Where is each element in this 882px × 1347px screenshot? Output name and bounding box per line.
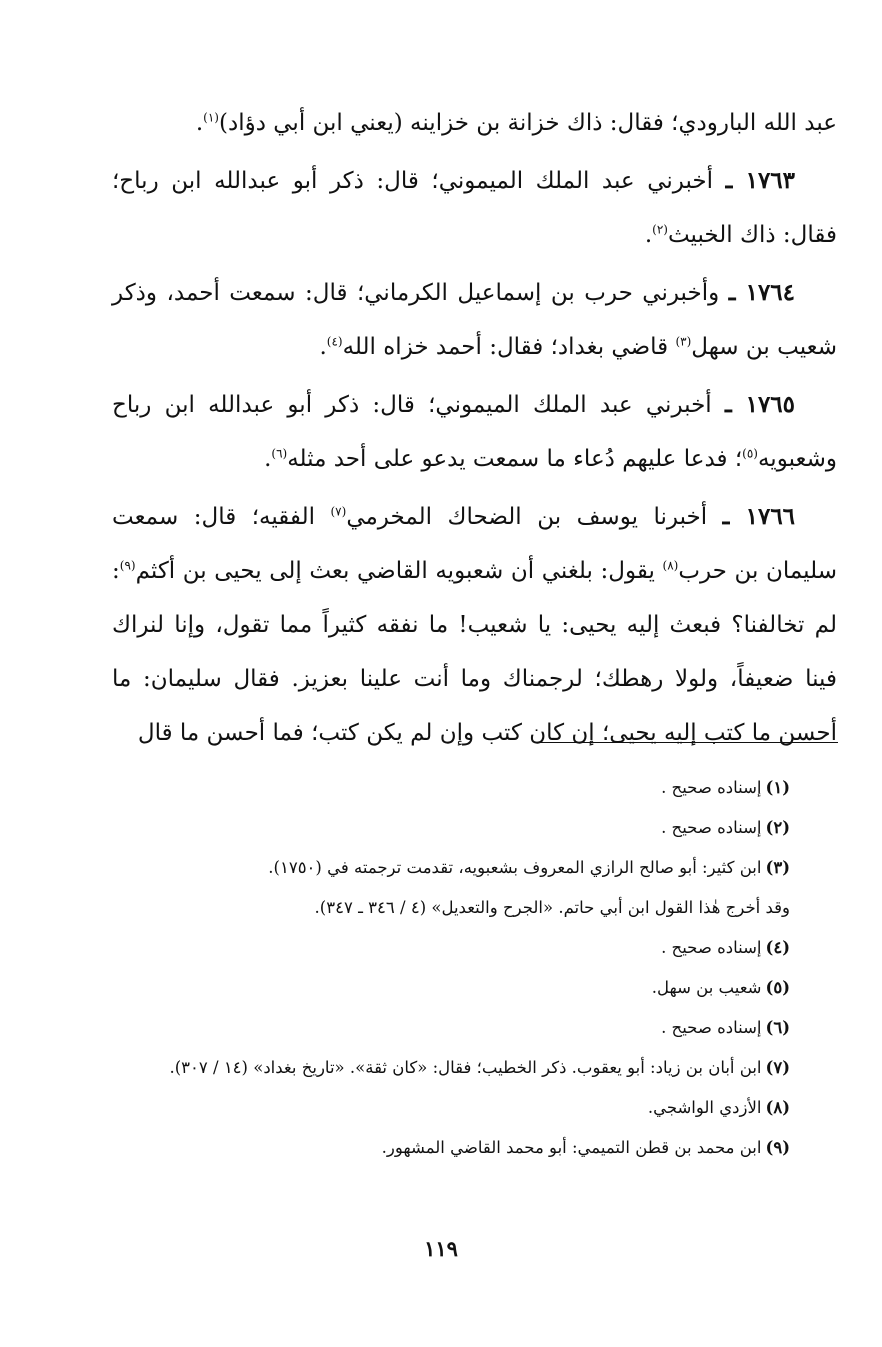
footnote-ref: (١) bbox=[203, 110, 219, 125]
footnote-divider bbox=[538, 742, 838, 743]
footnote-number: (٥) bbox=[765, 978, 790, 997]
narration-number: ١٧٦٣ ـ bbox=[725, 167, 796, 194]
narration-number: ١٧٦٦ ـ bbox=[722, 503, 796, 530]
footnote-number: (٢) bbox=[765, 818, 790, 837]
page-number: ١١٩ bbox=[424, 1236, 458, 1261]
footnote-item: (٤)إسناده صحيح . bbox=[661, 938, 790, 957]
footnote-number: (٧) bbox=[765, 1058, 790, 1077]
footnote-item: (٩)ابن محمد بن قطن التميمي: أبو محمد القاضي المشهور. bbox=[381, 1138, 790, 1157]
footnote-item: (٨)الأزدي الواشجي. bbox=[647, 1098, 790, 1117]
paragraph-1764: ١٧٦٤ ـ وأخبرني حرب بن إسماعيل الكرماني؛ قال: سمعت أحمد، وذكر شعيب بن سهل$^{(٣)}$ قاضي بغداد؛ فقال: أحمد خزاه الله$^{(٤)}$. bbox=[112, 279, 837, 360]
footnote-number: (٩) bbox=[765, 1138, 790, 1157]
footnote-continuation: وقد أخرج هٰذا القول ابن أبي حاتم. «الجرح والتعديل» (٤ / ٣٤٦ ـ ٣٤٧). bbox=[314, 898, 790, 917]
footnote-ref: (٩) bbox=[119, 558, 136, 573]
footnote-number: (٣) bbox=[765, 858, 790, 877]
footnote-ref: (٢) bbox=[652, 222, 668, 237]
footnote-ref: (٣) bbox=[675, 334, 692, 349]
footnote-item: (٦)إسناده صحيح . bbox=[661, 1018, 790, 1037]
footnote-item: (٢)إسناده صحيح . bbox=[661, 818, 790, 837]
footnote-item: (٥)شعيب بن سهل. bbox=[651, 978, 790, 997]
footnote-item: (٧)ابن أبان بن زياد: أبو يعقوب. ذكر الخطيب؛ فقال: «كان ثقة». «تاريخ بغداد» (١٤ / ٣٠٧). bbox=[169, 1058, 790, 1077]
paragraph-1766: ١٧٦٦ ـ أخبرنا يوسف بن الضحاك المخرمي$^{(٧)}$ الفقيه؛ قال: سمعت سليمان بن حرب$^{(٨)}$ يقول: بلغني أن شعبويه القاضي بعث إلى يحيى بن أكثم$^{(٩)}$: لم تخالفنا؟ فبعث إليه يحيى: يا شعيب! ما نفقه كثيراً مما تقول، وإنا لنراك فينا ضعيفاً، ولولا رهطك؛ لرجمناك وما أنت علينا بعزيز. فقال سليمان: ما أحسن ما كتب إليه يحيى؛ إن كان كتب وإن لم يكن كتب؛ فما أحسن ما قال bbox=[112, 503, 837, 746]
footnote-ref: (٤) bbox=[326, 334, 343, 349]
footnote-ref: (٥) bbox=[742, 446, 758, 461]
narration-number: ١٧٦٤ ـ bbox=[728, 279, 796, 306]
paragraph-1763: ١٧٦٣ ـ أخبرني عبد الملك الميموني؛ قال: ذكر أبو عبدالله ابن رباح؛ فقال: ذاك الخبيث$^{(٢)}$. bbox=[112, 167, 837, 248]
paragraph-continuation: عبد الله البارودي؛ فقال: ذاك خزانة بن خزاينه (يعني ابن أبي دؤاد)$^{(١)}$. bbox=[195, 110, 837, 136]
narration-number: ١٧٦٥ ـ bbox=[724, 391, 796, 418]
paragraph-1765: ١٧٦٥ ـ أخبرني عبد الملك الميموني؛ قال: ذكر أبو عبدالله ابن رباح وشعبويه$^{(٥)}$؛ فدعا عليهم دُعاء ما سمعت يدعو على أحد مثله$^{(٦)}$. bbox=[112, 391, 837, 472]
footnote-ref: (٦) bbox=[271, 446, 288, 461]
main-text bbox=[112, 96, 837, 764]
footnote-ref: (٧) bbox=[330, 504, 347, 519]
footnotes bbox=[112, 768, 790, 1168]
footnote-ref: (٨) bbox=[662, 558, 679, 573]
footnote-number: (٦) bbox=[765, 1018, 790, 1037]
footnote-item: (١)إسناده صحيح . bbox=[661, 778, 790, 797]
footnote-number: (٤) bbox=[765, 938, 790, 957]
footnote-item: (٣)ابن كثير: أبو صالح الرازي المعروف بشعبويه، تقدمت ترجمته في (١٧٥٠). bbox=[268, 858, 790, 877]
footnote-number: (١) bbox=[765, 778, 790, 797]
footnote-number: (٨) bbox=[765, 1098, 790, 1117]
